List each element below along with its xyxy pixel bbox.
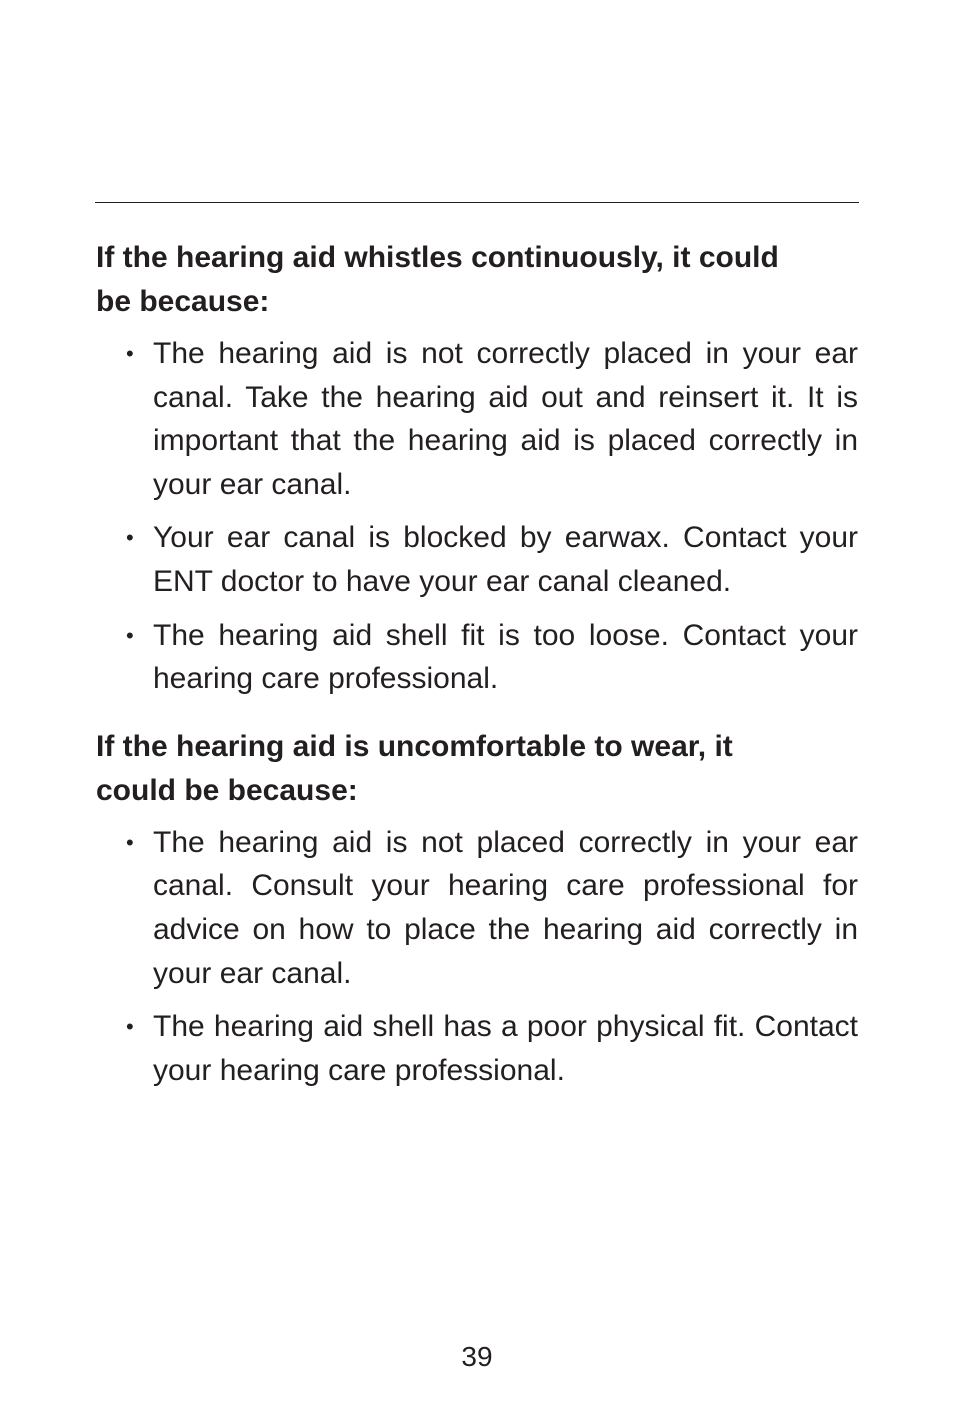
list-item bbox=[96, 516, 858, 603]
list-item-text: The hearing aid is not placed correctly in your ear canal. Consult your hearing care professional for advice on how to place the hearing aid correctly in your ear canal. bbox=[153, 825, 858, 990]
top-rule bbox=[95, 202, 859, 203]
list-item bbox=[96, 821, 858, 995]
bullet-icon: • bbox=[126, 829, 134, 855]
list-item-text: Your ear canal is blocked by earwax. Contact your ENT doctor to have your ear canal cleaned. bbox=[153, 521, 858, 598]
bullet-icon: • bbox=[126, 1014, 134, 1040]
bullet-list bbox=[96, 821, 858, 1093]
section-whistles bbox=[96, 236, 858, 701]
bullet-list bbox=[96, 332, 858, 701]
list-item-text: The hearing aid is not correctly placed in your ear canal. Take the hearing aid out and reinsert it. It is important that the hearing aid is placed correctly in your ear canal. bbox=[153, 337, 858, 501]
list-item bbox=[96, 614, 858, 701]
list-item-text: The hearing aid shell has a poor physical fit. Contact your hearing care professional. bbox=[153, 1010, 858, 1087]
bullet-icon: • bbox=[126, 622, 134, 648]
list-item-text: The hearing aid shell fit is too loose. Contact your hearing care professional. bbox=[153, 618, 858, 696]
section-heading: If the hearing aid whistles continuously, it could be because: bbox=[96, 241, 779, 318]
page-number: 39 bbox=[461, 1341, 493, 1372]
bullet-icon: • bbox=[126, 341, 134, 366]
bullet-icon: • bbox=[126, 525, 134, 551]
list-item bbox=[96, 1005, 858, 1092]
section-heading: If the hearing aid is uncomfortable to wear, it could be because: bbox=[96, 729, 733, 807]
page-content bbox=[96, 236, 858, 1102]
section-uncomfortable bbox=[96, 725, 858, 1093]
list-item bbox=[96, 332, 858, 506]
